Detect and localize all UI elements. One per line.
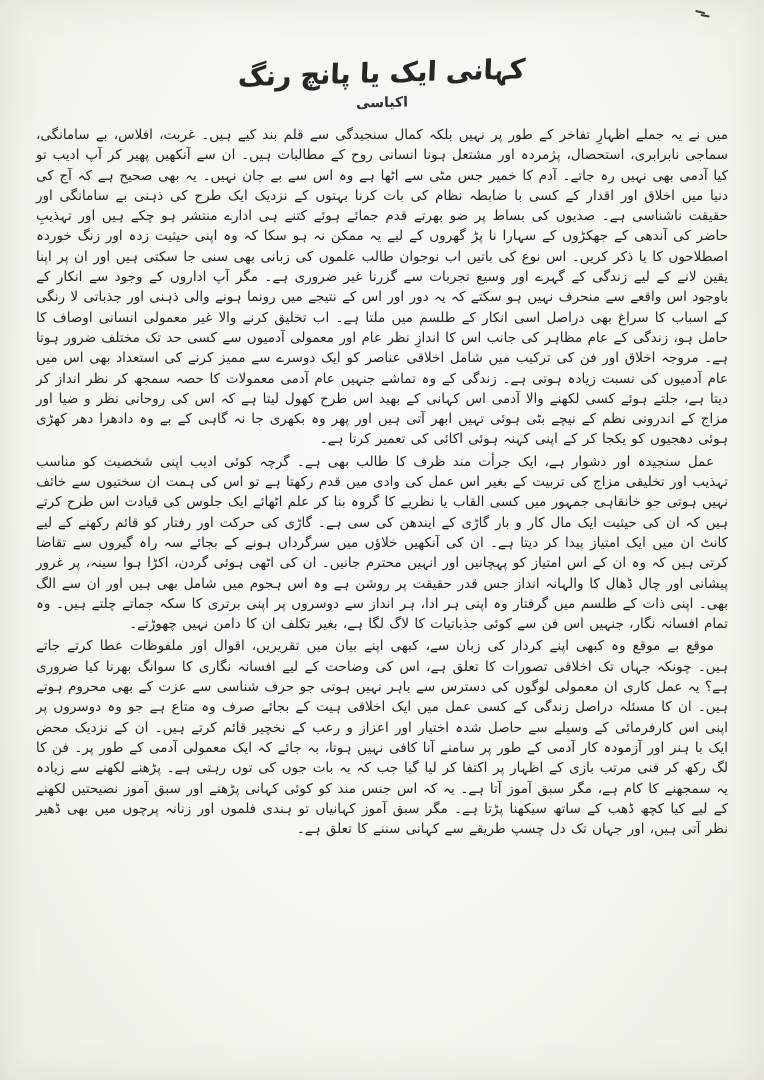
body-paragraph: میں نے یہ جملے اظہارِ تفاخر کے طور پر نہیں بلکہ کمال سنجیدگی سے قلم بند کیے ہیں۔ غربت، افلاس، بے سامانگی، سماجی نابرابری، استحصال، پژمردہ اور مشتعل ہونا انسانی روح کے مطالبات ہیں۔ ان سے آنکھیں پھیر کر آپ ادیب تو کیا آدمی بھی نہیں رہ جاتے۔ آدم کا خمیر جس مٹی سے اٹھا ہے وہ اس سے بے جان نہیں۔ یہ بھی صحیح ہے کہ آج کی دنیا میں اخلاق اور اقدار کے کسی با ضابطہ نظام کی بات کرنا بہتوں کے نزدیک ایک طرح کی ذہنی بے سامانگی اور حقیقت ناشناسی ہے۔ صدیوں کی بساط پر ضو بھرتے قدم جمائے ہوئے کتنے ہی ادارے منتشر ہو چکے ہیں اور تہذیبِ حاضر کی آندھی کے جھکڑوں کے سہارا نا پڑ گھروں کے لیے یہ ممکن نہ ہو سکا کہ وہ اپنی حیثیت زدہ اور زنگ خوردہ اصطلاحوں کا یا ذکر کریں۔ اس نوع کی باتیں اب نوجوان طالب علموں کی زبانی بھی سنی جا سکتی ہیں اور ان پر اپنا یقین لانے کے لیے زندگی کے گہرے اور وسیع تجربات سے گزرنا غیر ضروری ہے۔ مگر آپ اداروں کے وجود سے انکار کے باوجود اس واقعے سے منحرف نہیں ہو سکتے کہ یہ دور اور اس کے نتیجے میں رونما ہونے والی ذہنی اور جذباتی لا رنگی کے اسباب کا سراغ بھی دراصل اسی انکار کے طلسم میں ملتا ہے۔ اب تخلیق کرنے والا غیر معمولی انسانی اوصاف کا حامل ہو، زندگی کے عام مظاہر کی جانب اس کا اندازِ نظر عام اور معمولی آدمیوں سے کسی حد تک مختلف ضرور ہوتا ہے۔ مروجہ اخلاق اور فن کی ترکیب میں شامل اخلاقی عناصر کو ایک دوسرے سے ممیز کرنے کی استعداد بھی اس میں عام آدمیوں کی نسبت زیادہ ہوتی ہے۔ زندگی کے وہ تماشے جنہیں عام آدمی معمولات کا حصہ سمجھ کر نظر انداز کر دیتا ہے، جلتے ہوئے کسی لکھنے والا آدمی اس کہانی کے بھید اس طرح کھول لیتا ہے کہ اس کی روحانی نظر و ضیا اور مزاج کے اندرونی نظم کے نیچے بٹی ہوئی تہیں ابھر آتی ہیں اور پھر وہ بکھری جا نہ گاہی کے بے وہ دادھرا دھر کھڑی ہوئی دھجیوں کو یکجا کر کے اپنی کہنہ ہوئی اکائی کی تعمیر کرتا ہے۔ [36, 127, 728, 448]
body-text [36, 125, 728, 839]
body-paragraph: عمل سنجیدہ اور دشوار ہے، ایک جرأت مند ظرف کا طالب بھی ہے۔ گرچہ کوئی ادیب اپنی شخصیت کو مناسب تہذیب اور تخلیقی مزاج کی تربیت کے بغیر اس عمل کی وادی میں قدم رکھتا ہے تو اس کی ہمت ان سختیوں سے خائف نہیں ہوتی جو خانقاہی جمہور میں کسی القاب یا نظریے کا گروہ بنا کر علم اٹھائے ایک جلوس کی قیادت اس طرح کرتے ہیں کہ ان کی حیثیت ایک مال کار و بار گاڑی کے ایندھن کی سی ہے۔ گاڑی کی حرکت اور رفتار کو قائم رکھنے کے لیے کانٹ ان میں ایک امتیاز پیدا کر دیتا ہے۔ ان کی آنکھیں خلاؤں میں سرگرداں ہونے کے بجائے سہ راہ گیروں سے تقاضا کرتی ہیں کہ وہ ان کے اس امتیاز کو پہچانیں اور انہیں محترم جانیں۔ ان کی اٹھی ہوئی گردن، اکڑا ہوا سینہ، پر غرور پیشانی اور چال ڈھال کا والہانہ انداز جس قدر حقیقت پر روشن ہے وہ اس ہجوم میں شامل بھی ہیں اور ان سے الگ بھی۔ اپنی ذات کے طلسم میں گرفتار وہ اپنی ہر ادا، ہر انداز سے دوسروں پر اپنی برتری کا سکہ جماتے چلتے ہیں۔ وہ تمام افسانہ نگار، جنہیں اس فن سے کوئی جذباتیات کا لاگ لگا ہے، بغیر تکلف ان کا دامن نہیں چھوڑتے۔ [36, 453, 728, 633]
page-title: کہانی ایک یا پانچ رنگ [237, 53, 527, 94]
page-header [0, 0, 764, 111]
page-subtitle: اکیاسی [355, 94, 409, 112]
body-paragraph: موقع بے موقع وہ کبھی اپنے کردار کی زبان سے، کبھی اپنے بیان میں تقریریں، اقوال اور ملفوظات عطا کرتے جاتے ہیں۔ چونکہ جہاں تک اخلاقی تصورات کا تعلق ہے، اس کی وضاحت کے لیے افسانہ نگاری کا سوانگ بھرنا کیا ضروری ہے؟ یہ عمل کاری ان معمولی لوگوں کی دسترس سے باہر نہیں ہوتی جو حرف شناسی سے عزت کے بھی محروم ہوتے ہیں۔ ان کا مسئلہ دراصل زندگی کے کسی عمل میں ایک اخلاقی ہیت کے بجائے صرف وہ متاع ہے جو وہ دوسروں پر اپنی اس کارفرمائی کے وسیلے سے حاصل شدہ اختیار اور اعزاز و رعب کے نخچیر قائم کرتے ہیں۔ ان کے نزدیک محض ایک با ہنر اور آزمودہ کار آدمی کے طور پر سامنے آنا کافی نہیں ہوتا، بہ جائے کہ ایک معمولی آدمی کے طور پر۔ فن کا لگ رکھ کر فنی مرتب بازی کے اظہار پر اکتفا کر لیا گیا جب کہ یہ بات جوں کی توں رہتی ہے۔ پڑھنے لکھنے سے زیادہ یہ سمجھنے کا کام ہے، مگر سبق آموز آتا ہے۔ یہ کہ اس جنس مند کو کوئی کہانی پڑھنے اور سبق آموز نصیحتیں لکھنے کے لیے کیا کچھ ڈھب کے ساتھ سیکھنا پڑتا ہے۔ مگر سبق آموز کہانیاں تو ہندی فلموں اور زنانہ پرچوں میں بھی ڈھیر نظر آتی ہیں، اور جہاں تک دل چسپ طریقے سے کہانی سننے کا تعلق ہے۔ [36, 638, 728, 838]
